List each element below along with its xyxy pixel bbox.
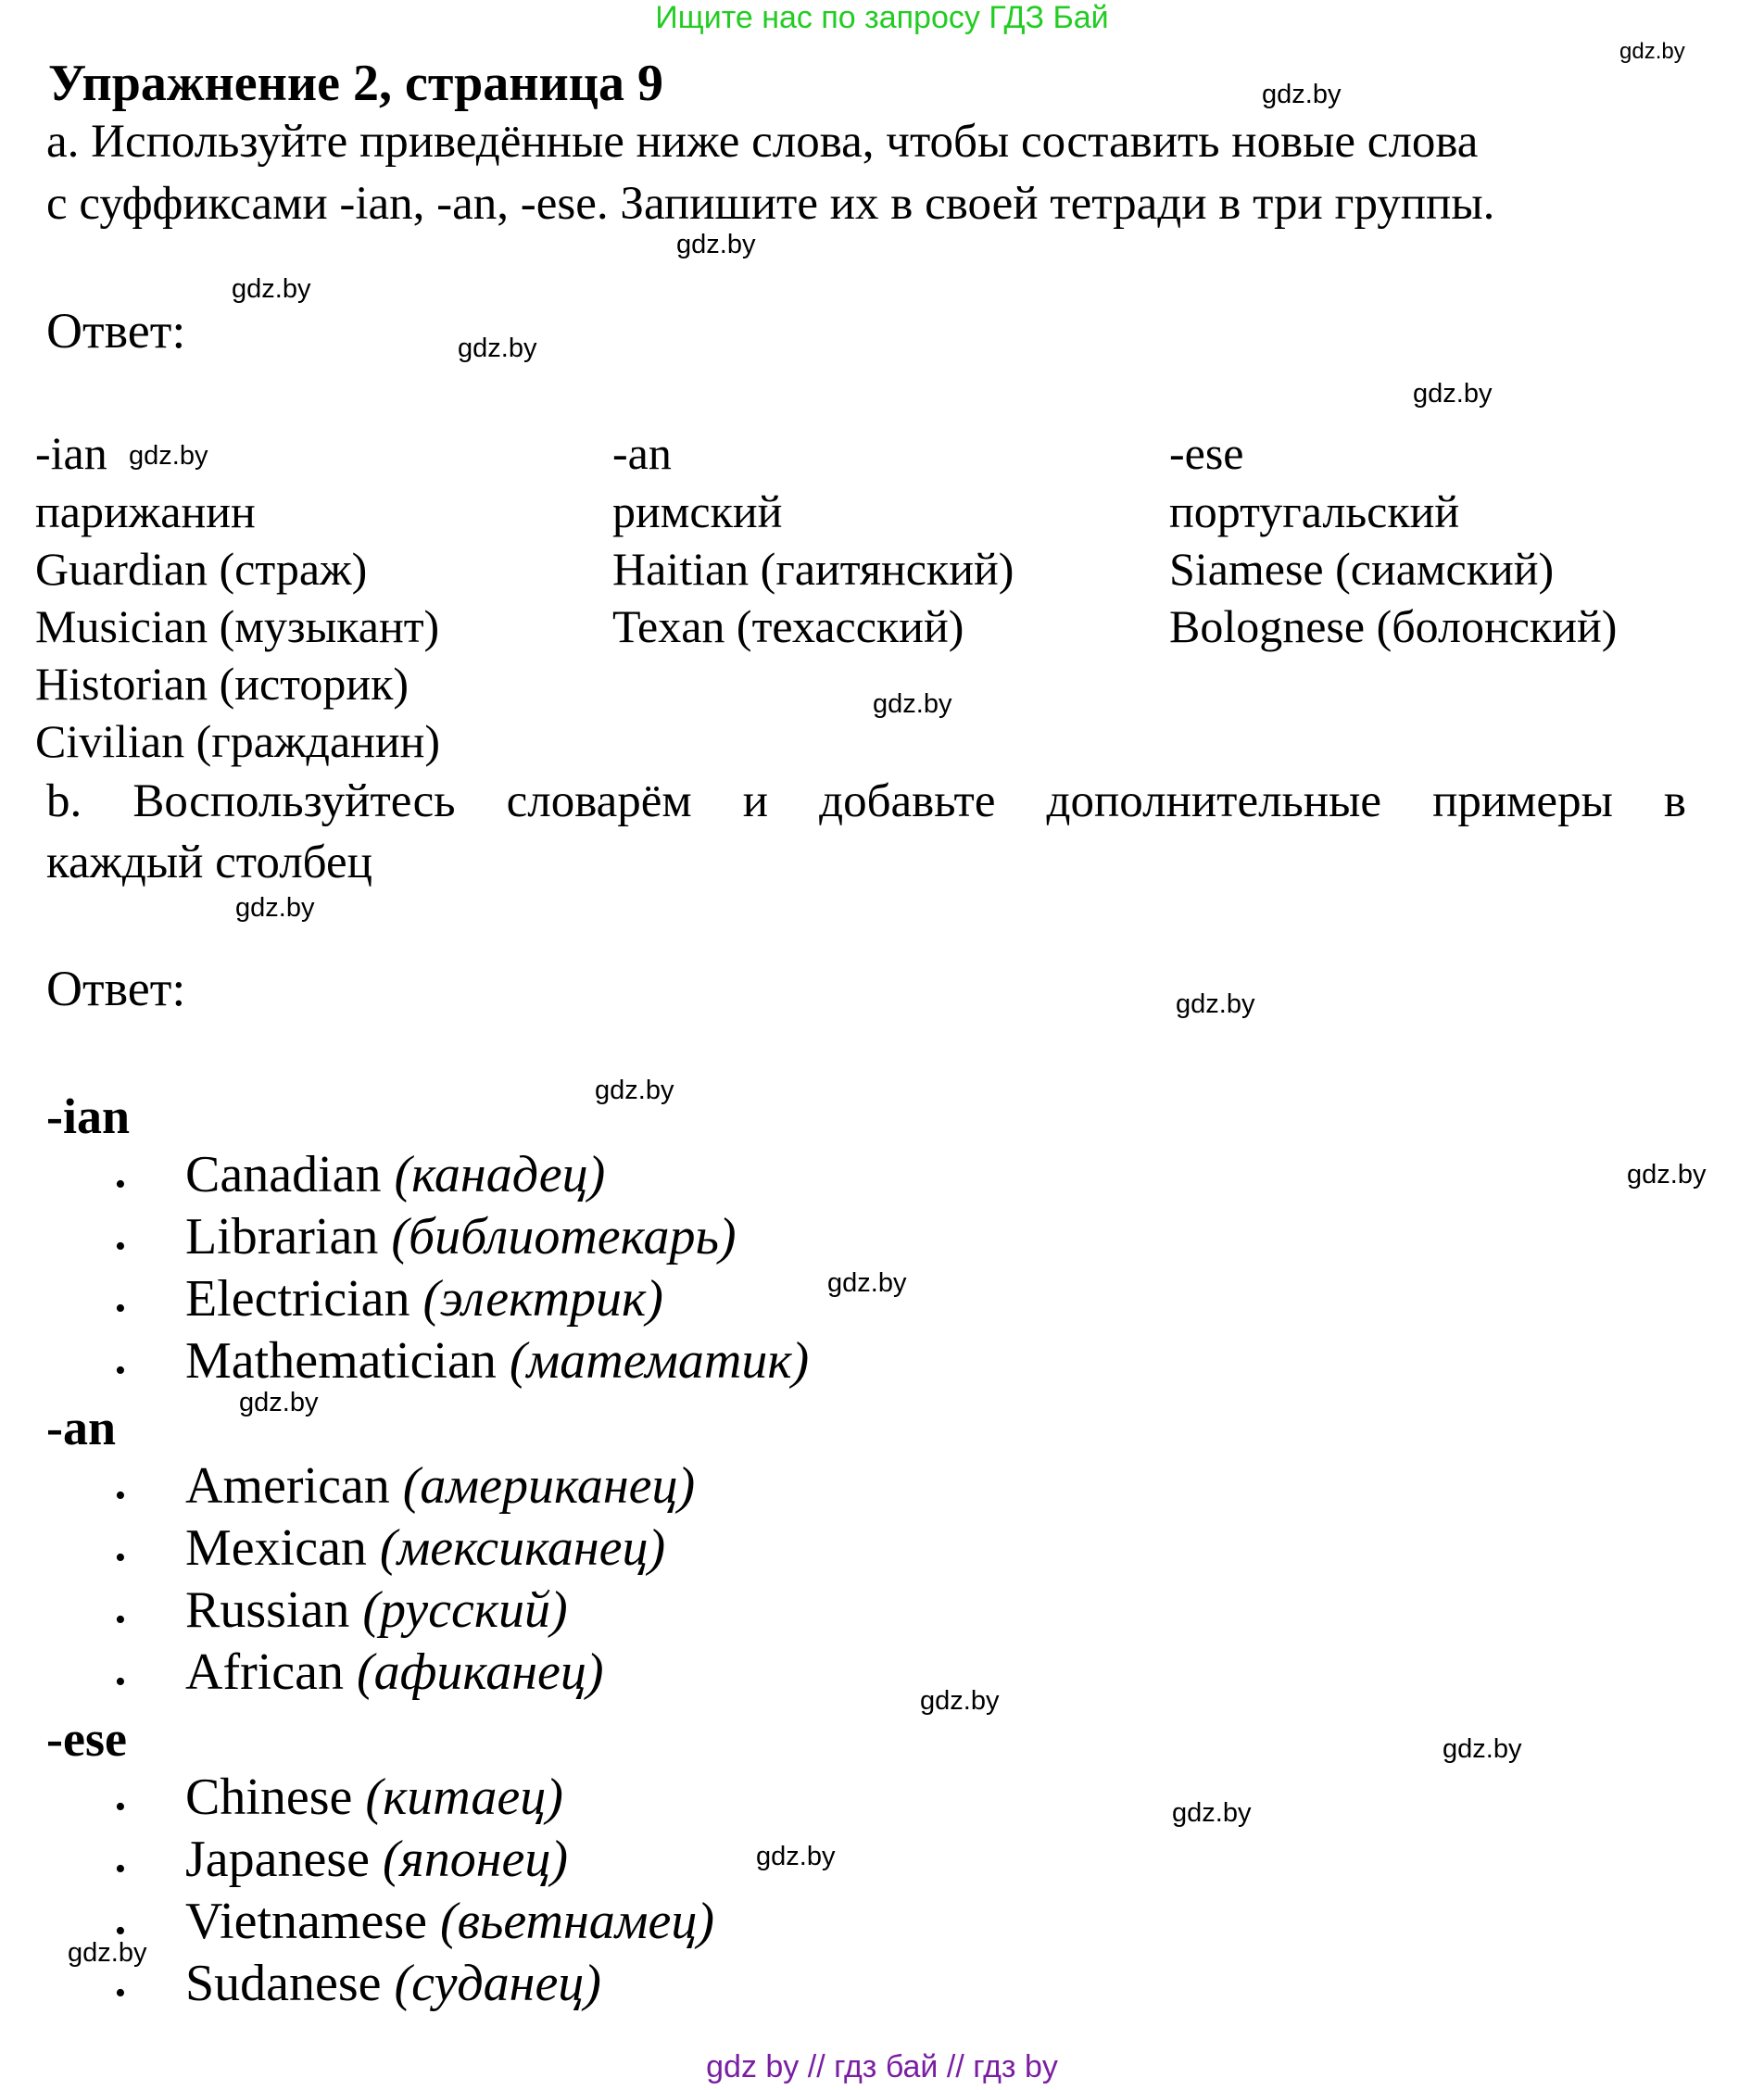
column-item: римский (612, 485, 783, 537)
section-header-ese: -ese (46, 1711, 127, 1767)
watermark: gdz.by (1262, 80, 1342, 109)
section-header-ian: -ian (46, 1089, 131, 1144)
column-item: Historian (историк) (35, 658, 410, 710)
answer-label-b: Ответ: (46, 961, 186, 1016)
column-header-an: -an (612, 427, 672, 479)
list-item-translation: (математик) (509, 1332, 810, 1390)
list-item-translation: (суданец) (394, 1955, 601, 2012)
bullet-icon: • (115, 1914, 126, 1948)
list-item (185, 1519, 666, 1577)
answer-label-a: Ответ: (46, 303, 186, 359)
list-item-translation: (библиотекарь) (391, 1208, 737, 1265)
task-a-line-1: а. Используйте приведённые ниже слова, чтобы составить новые слова (46, 116, 1479, 168)
watermark: gdz.by (595, 1076, 674, 1105)
list-item-word: Japanese (185, 1831, 371, 1888)
bullet-icon: • (115, 1353, 126, 1388)
column-item: Guardian (страж) (35, 543, 368, 595)
bullet-icon: • (115, 1852, 126, 1886)
bullet-icon: • (115, 1976, 126, 2010)
task-a-line-2: с суффиксами -ian, -an, -ese. Запишите их в своей тетради в три группы. (46, 178, 1495, 230)
column-item: Siamese (сиамский) (1169, 543, 1555, 595)
bullet-icon: • (115, 1603, 126, 1637)
list-item-word: Mathematician (185, 1332, 497, 1390)
list-item-translation: (мексиканец) (379, 1519, 666, 1577)
list-item-word: Mexican (185, 1519, 367, 1577)
section-header-an: -an (46, 1400, 117, 1455)
watermark: gdz.by (68, 1938, 147, 1968)
list-item-translation: (электрик) (422, 1270, 663, 1328)
list-item-translation: (китаец) (365, 1769, 563, 1826)
column-header-ese: -ese (1169, 427, 1244, 479)
watermark: gdz.by (129, 441, 208, 471)
column-item: Texan (техасский) (612, 600, 964, 652)
list-item-word: African (185, 1643, 345, 1701)
list-item-word: Librarian (185, 1208, 379, 1265)
list-item-word: Canadian (185, 1146, 382, 1203)
list-item (185, 1332, 810, 1390)
search-banner: Ищите нас по запросу ГДЗ Бай (655, 0, 1109, 35)
watermark: gdz.by (920, 1686, 1000, 1716)
task-b-line-2: каждый столбец (46, 837, 372, 888)
list-item (185, 1831, 568, 1888)
list-item (185, 1581, 568, 1639)
list-item-word: Sudanese (185, 1955, 382, 2012)
bullet-icon: • (115, 1167, 126, 1202)
list-item (185, 1208, 737, 1265)
list-item (185, 1270, 663, 1328)
watermark: gdz.by (1413, 379, 1493, 409)
list-item (185, 1146, 606, 1203)
list-item-translation: (афиканец) (357, 1643, 604, 1701)
watermark: gdz.by (235, 893, 315, 923)
list-item-word: American (185, 1457, 390, 1515)
bullet-icon: • (115, 1541, 126, 1575)
watermark: gdz.by (1176, 989, 1255, 1019)
list-item (185, 1893, 714, 1950)
task-b-line-1: b. Воспользуйтесь словарём и добавьте дополнительные примеры в (46, 775, 1686, 827)
bullet-icon: • (115, 1229, 126, 1264)
watermark: gdz.by (1443, 1734, 1522, 1764)
column-item: Bolognese (болонский) (1169, 600, 1618, 652)
column-header-ian: -ian (35, 427, 107, 479)
watermark: gdz.by (1172, 1798, 1252, 1828)
list-item-translation: (вьетнамец) (439, 1893, 714, 1950)
watermark: gdz.by (827, 1268, 907, 1298)
column-item: Haitian (гаитянский) (612, 543, 1014, 595)
watermark: gdz.by (239, 1388, 319, 1417)
list-item (185, 1955, 601, 2012)
list-item-word: Vietnamese (185, 1893, 427, 1950)
list-item-word: Russian (185, 1581, 350, 1639)
list-item-translation: (американец) (402, 1457, 696, 1515)
watermark: gdz.by (232, 274, 311, 304)
watermark: gdz.by (873, 689, 952, 719)
footer-links: gdz by // гдз бай // гдз by (706, 2049, 1058, 2084)
watermark: gdz.by (458, 334, 537, 363)
bullet-icon: • (115, 1790, 126, 1824)
list-item (185, 1769, 563, 1826)
exercise-title: Упражнение 2, страница 9 (48, 55, 664, 112)
list-item-translation: (русский) (362, 1581, 568, 1639)
column-item: парижанин (35, 485, 256, 537)
watermark: gdz.by (1619, 39, 1685, 64)
column-item: португальский (1169, 485, 1460, 537)
list-item-translation: (японец) (383, 1831, 568, 1888)
watermark: gdz.by (756, 1842, 836, 1871)
column-item: Musician (музыкант) (35, 600, 440, 652)
bullet-icon: • (115, 1665, 126, 1699)
list-item-word: Chinese (185, 1769, 353, 1826)
column-item: Civilian (гражданин) (35, 715, 441, 767)
watermark: gdz.by (676, 230, 756, 259)
list-item-translation: (канадец) (394, 1146, 606, 1203)
bullet-icon: • (115, 1291, 126, 1326)
list-item-word: Electrician (185, 1270, 410, 1328)
watermark: gdz.by (1627, 1160, 1707, 1190)
bullet-icon: • (115, 1479, 126, 1513)
list-item (185, 1457, 696, 1515)
list-item (185, 1643, 604, 1701)
